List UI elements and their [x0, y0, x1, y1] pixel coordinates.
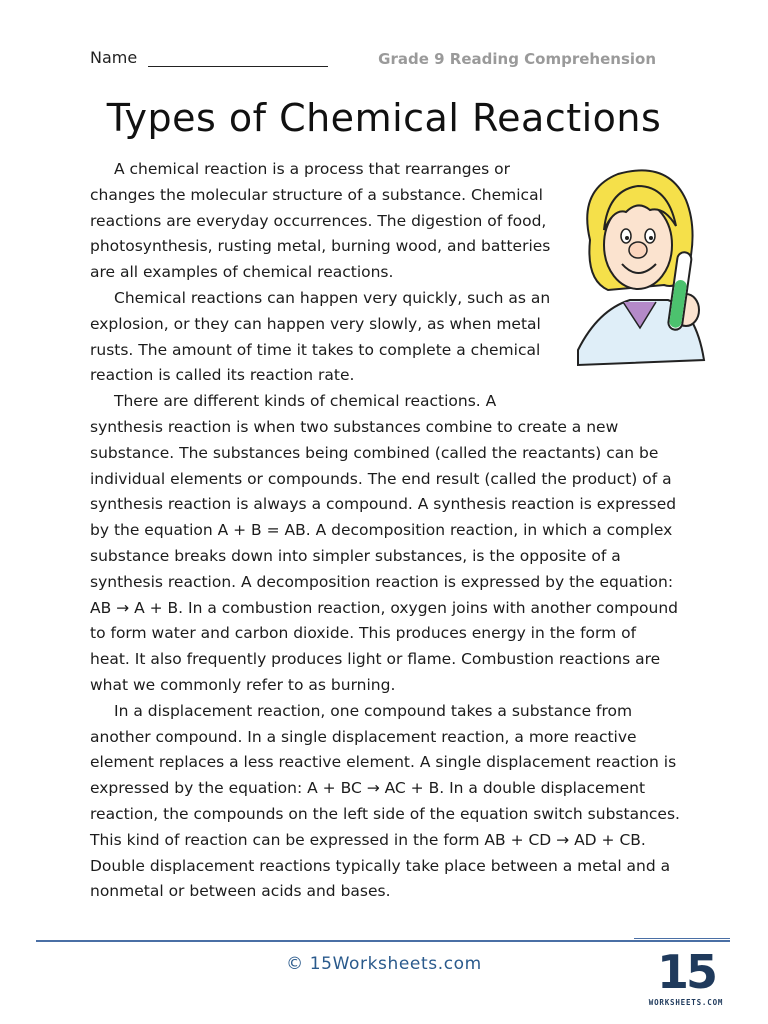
paragraph-4: In a displacement reaction, one compound takes a substance from another compound. In a single displacement reaction, a more reactive element replaces a less reactive element. A single displacement reaction is expressed by the equation: A + BC → AC + B. In a double displacement reaction, the compounds on the left side of the equation switch substances. This kind of reaction can be expressed in the form AB + CD → AD + CB. Double displacement reactions typically take place between a metal and a nonmetal or between acids and bases. [90, 701, 680, 901]
paragraph-2: Chemical reactions can happen very quickly, such as an explosion, or they can happen very slowly, as when metal rusts. The amount of time it takes to complete a chemical reaction is called its reaction rate. [90, 288, 551, 385]
footer-divider [36, 940, 730, 942]
logo-wordmark: WORKSHEETS.COM [648, 998, 724, 1007]
footer-copyright[interactable]: © 15Worksheets.com [286, 954, 482, 974]
worksheets-logo[interactable] [646, 946, 726, 1012]
paragraph-3: There are different kinds of chemical reactions. A synthesis reaction is when two substances combine to create a new substance. The substances being combined (called the reactants) can be individual elements or compounds. The end result (called the product) of a synthesis reaction is always a compound. A synthesis reaction is expressed by the equation A + B = AB. A decomposition reaction, in which a complex substance breaks down into simpler substances, is the opposite of a synthesis reaction. A decomposition reaction is expressed by the equation: AB → A + B. In a combustion reaction, oxygen joins with another compound to form water and carbon dioxide. This produces energy in the form of heat. It also frequently produces light or flame. Combustion reactions are what we commonly refer to as burning. [90, 392, 679, 694]
name-label: Name [90, 48, 138, 67]
illustration-spacer [560, 157, 680, 397]
page-title: Types of Chemical Reactions [106, 96, 662, 140]
name-blank-line[interactable] [148, 66, 328, 67]
logo-number: 15 [656, 945, 715, 999]
paragraph-1: A chemical reaction is a process that rearranges or changes the molecular structure of a substance. Chemical reactions are everyday occurrences. The digestion of food, photosynthesis, rusting metal, burning wood, and batteries are all examples of chemical reactions. [90, 160, 551, 282]
grade-label: Grade 9 Reading Comprehension [378, 50, 656, 68]
reading-passage [90, 157, 680, 905]
worksheet-header [90, 46, 656, 72]
footer-divider-accent [634, 938, 730, 939]
